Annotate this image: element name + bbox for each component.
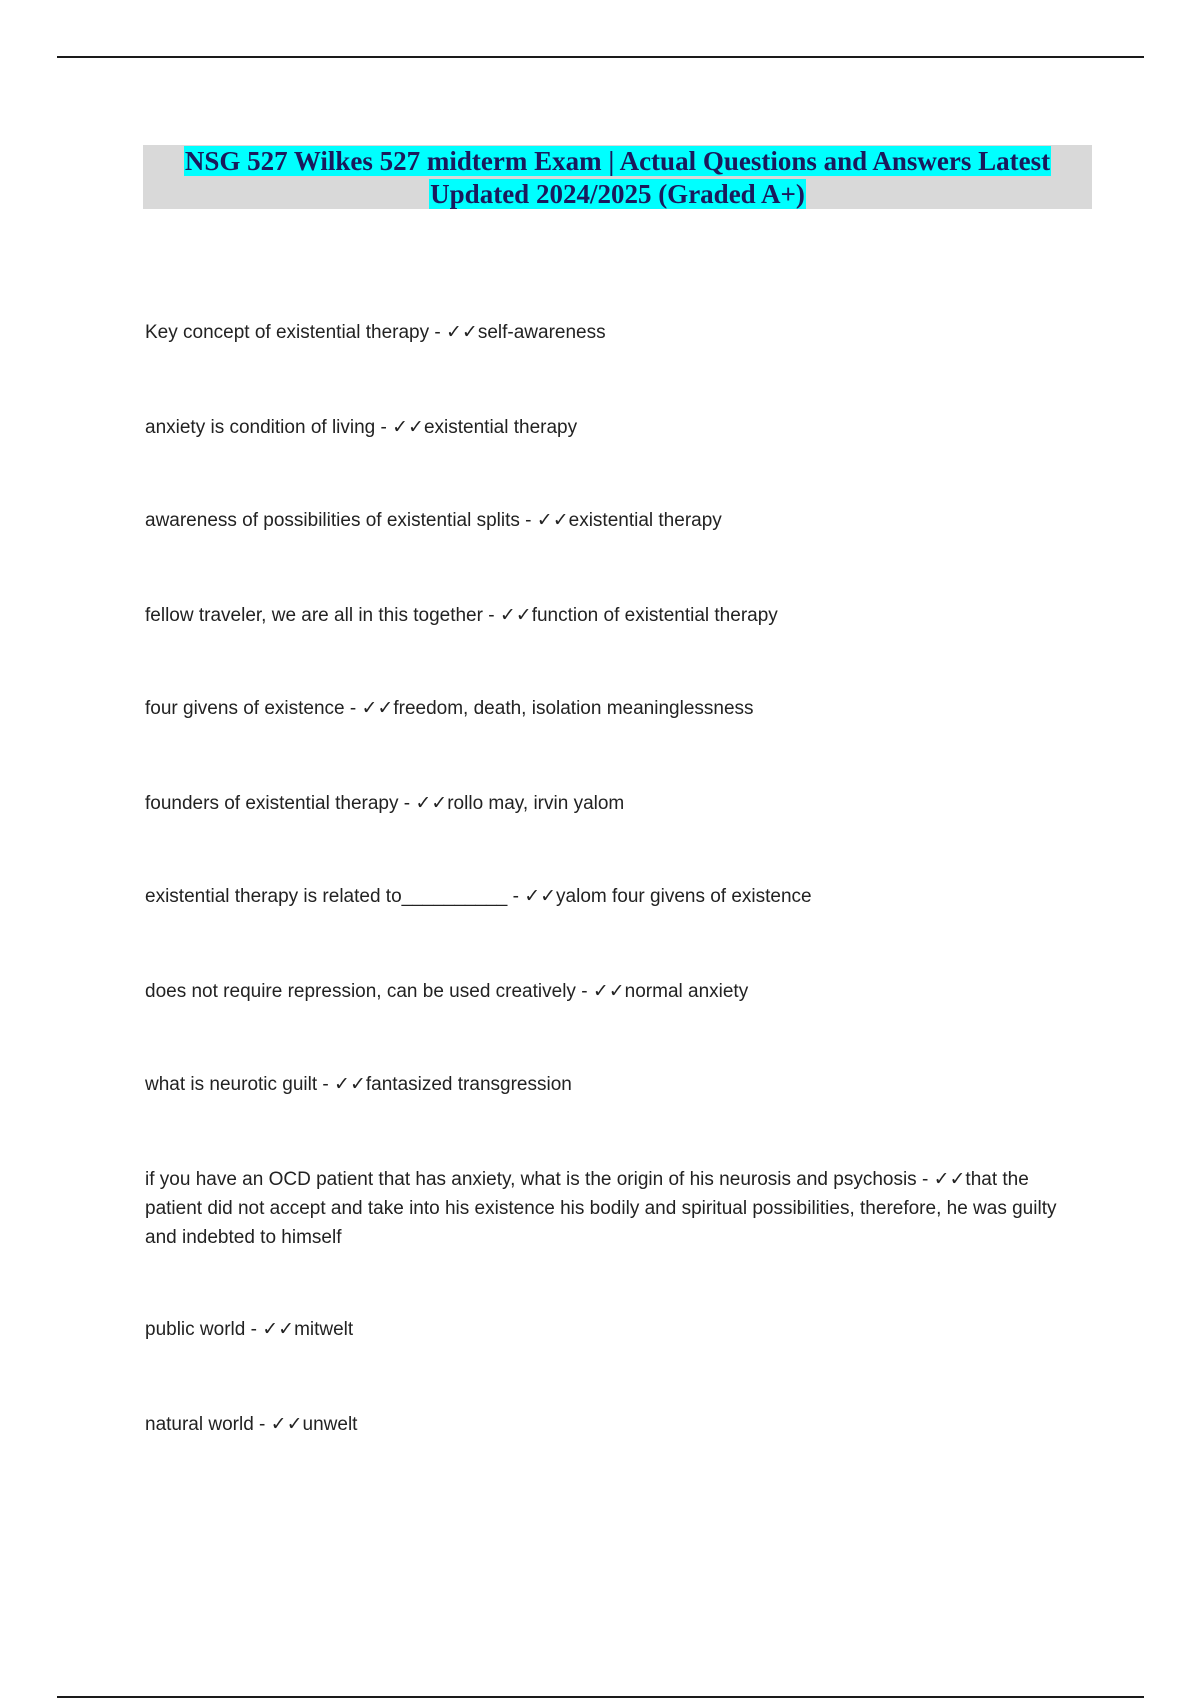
separator: - bbox=[398, 793, 416, 814]
qa-item bbox=[145, 506, 1085, 535]
qa-item bbox=[145, 413, 1085, 442]
question-text: natural world bbox=[145, 1414, 254, 1435]
question-text: existential therapy is related to__________ bbox=[145, 886, 508, 907]
answer-text: freedom, death, isolation meaninglessness bbox=[393, 698, 754, 719]
separator: - bbox=[575, 981, 593, 1002]
question-text: anxiety is condition of living bbox=[145, 417, 376, 438]
check-mark-icon: ✓✓ bbox=[270, 1414, 303, 1435]
title-line-1 bbox=[143, 145, 1092, 178]
check-mark-icon: ✓✓ bbox=[524, 886, 557, 907]
qa-item bbox=[145, 1315, 1085, 1344]
qa-item bbox=[145, 977, 1085, 1006]
question-text: what is neurotic guilt bbox=[145, 1074, 318, 1095]
check-mark-icon: ✓✓ bbox=[334, 1074, 366, 1095]
qa-item bbox=[145, 882, 1085, 911]
qa-item bbox=[145, 694, 1085, 723]
title-line-2 bbox=[143, 178, 1092, 211]
check-mark-icon: ✓✓ bbox=[392, 417, 424, 438]
answer-text: yalom four givens of existence bbox=[556, 886, 812, 907]
answer-text: unwelt bbox=[302, 1414, 358, 1435]
bottom-rule bbox=[57, 1696, 1144, 1698]
check-mark-icon: ✓✓ bbox=[262, 1319, 295, 1340]
qa-item bbox=[145, 1070, 1085, 1099]
qa-item bbox=[145, 318, 1085, 347]
separator: - bbox=[507, 886, 525, 907]
separator: - bbox=[317, 1074, 335, 1095]
question-text: four givens of existence bbox=[145, 698, 345, 719]
document-title bbox=[143, 145, 1092, 209]
check-mark-icon: ✓✓ bbox=[499, 605, 532, 626]
separator: - bbox=[482, 605, 500, 626]
separator: - bbox=[916, 1169, 934, 1190]
answer-text: existential therapy bbox=[568, 510, 722, 531]
answer-text: existential therapy bbox=[423, 417, 578, 438]
question-text: if you have an OCD patient that has anxiety, what is the origin of his neurosis and psychosis bbox=[145, 1169, 917, 1190]
separator: - bbox=[429, 322, 446, 343]
separator: - bbox=[344, 698, 362, 719]
check-mark-icon: ✓✓ bbox=[933, 1169, 966, 1190]
separator: - bbox=[375, 417, 393, 438]
answer-text: normal anxiety bbox=[624, 981, 749, 1002]
title-line-1-text: NSG 527 Wilkes 527 midterm Exam | Actual Questions and Answers Latest bbox=[184, 146, 1051, 176]
top-rule bbox=[57, 56, 1144, 58]
separator: - bbox=[519, 510, 537, 531]
qa-item bbox=[145, 601, 1085, 630]
check-mark-icon: ✓✓ bbox=[592, 981, 625, 1002]
qa-item bbox=[145, 1410, 1085, 1439]
answer-text: mitwelt bbox=[294, 1319, 354, 1340]
answer-text: rollo may, irvin yalom bbox=[447, 793, 625, 814]
answer-text: function of existential therapy bbox=[531, 605, 778, 626]
qa-item bbox=[145, 789, 1085, 818]
question-text: does not require repression, can be used creatively bbox=[145, 981, 576, 1002]
question-text: founders of existential therapy bbox=[145, 793, 399, 814]
separator: - bbox=[245, 1319, 263, 1340]
answer-text: self-awareness bbox=[477, 322, 606, 343]
answer-text: that the patient did not accept and take into his existence his bodily and spiritual possibilities, therefore, he was guilty and indebted to himself bbox=[145, 1169, 1057, 1248]
check-mark-icon: ✓✓ bbox=[361, 698, 394, 719]
question-text: Key concept of existential therapy bbox=[145, 322, 430, 343]
question-text: fellow traveler, we are all in this together bbox=[145, 605, 483, 626]
check-mark-icon: ✓✓ bbox=[536, 510, 569, 531]
separator: - bbox=[253, 1414, 271, 1435]
qa-item bbox=[145, 1165, 1085, 1252]
answer-text: fantasized transgression bbox=[365, 1074, 572, 1095]
title-line-2-text: Updated 2024/2025 (Graded A+) bbox=[430, 179, 805, 209]
check-mark-icon: ✓✓ bbox=[446, 322, 478, 343]
question-text: public world bbox=[145, 1319, 246, 1340]
question-text: awareness of possibilities of existential splits bbox=[145, 510, 520, 531]
check-mark-icon: ✓✓ bbox=[415, 793, 448, 814]
